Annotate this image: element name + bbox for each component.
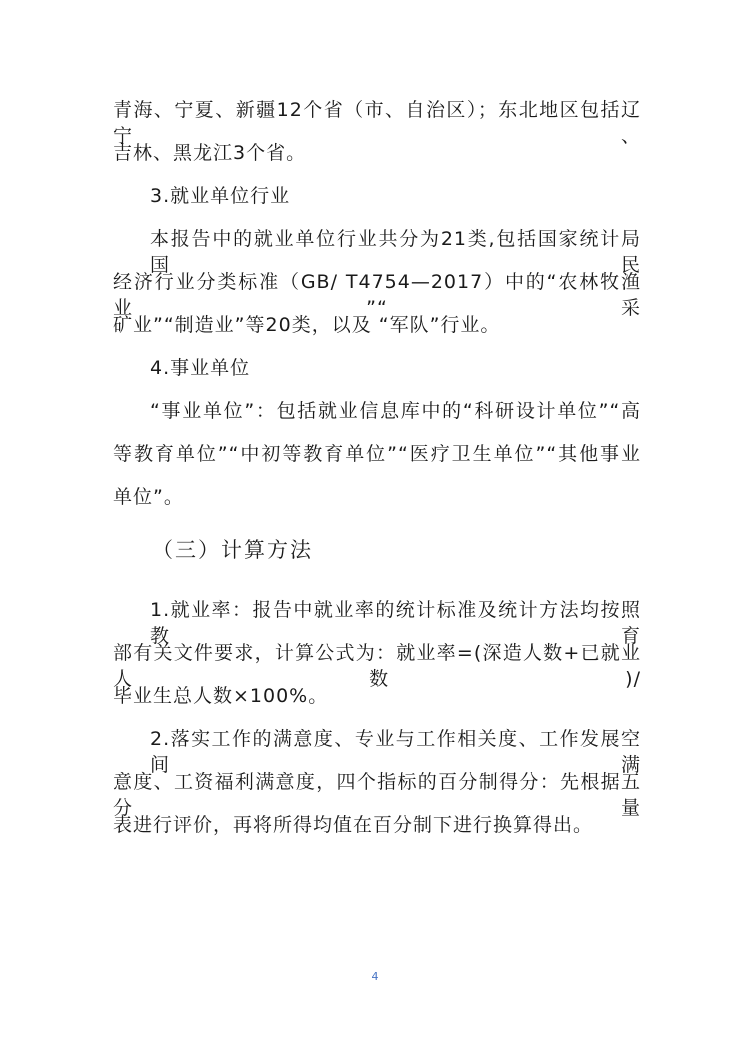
calc-item-1-line-3: 毕业生总人数×100%。 [113,685,329,707]
item-4-body-line-1: “事业单位”：包括就业信息库中的“科研设计单位”“高 [150,400,641,422]
calc-item-2-line-3: 表进行评价，再将所得均值在百分制下进行换算得出。 [113,814,594,836]
item-3-title: 3.就业单位行业 [150,185,291,207]
region-paragraph-line-1: 青海、宁夏、新疆12个省（市、自治区）；东北地区包括辽宁、 [113,99,641,147]
item-4-title: 4.事业单位 [150,357,251,379]
calc-item-2-line-1: 2.落实工作的满意度、专业与工作相关度、工作发展空间满 [150,728,641,776]
item-4-body-line-3: 单位”。 [113,486,184,508]
section-3-heading: （三）计算方法 [152,538,313,562]
calc-item-1-line-1: 1.就业率：报告中就业率的统计标准及统计方法均按照教育 [150,599,641,647]
region-paragraph-line-2: 吉林、黑龙江3个省。 [113,142,307,164]
calc-item-1-line-2: 部有关文件要求，计算公式为：就业率=(深造人数+已就业人数)/ [113,642,641,690]
calc-item-2-line-2: 意度、工资福利满意度，四个指标的百分制得分：先根据五分量 [113,771,641,819]
item-3-body-line-2: 经济行业分类标准（GB/ T4754—2017）中的“农林牧渔业”“采 [113,271,641,319]
item-3-body-line-3: 矿业”“制造业”等20类，以及 “军队”行业。 [113,314,501,336]
page-number: 4 [371,970,379,983]
item-3-body-line-1: 本报告中的就业单位行业共分为21类,包括国家统计局国民 [150,228,641,276]
item-4-body-line-2: 等教育单位”“中初等教育单位”“医疗卫生单位”“其他事业 [113,443,641,465]
